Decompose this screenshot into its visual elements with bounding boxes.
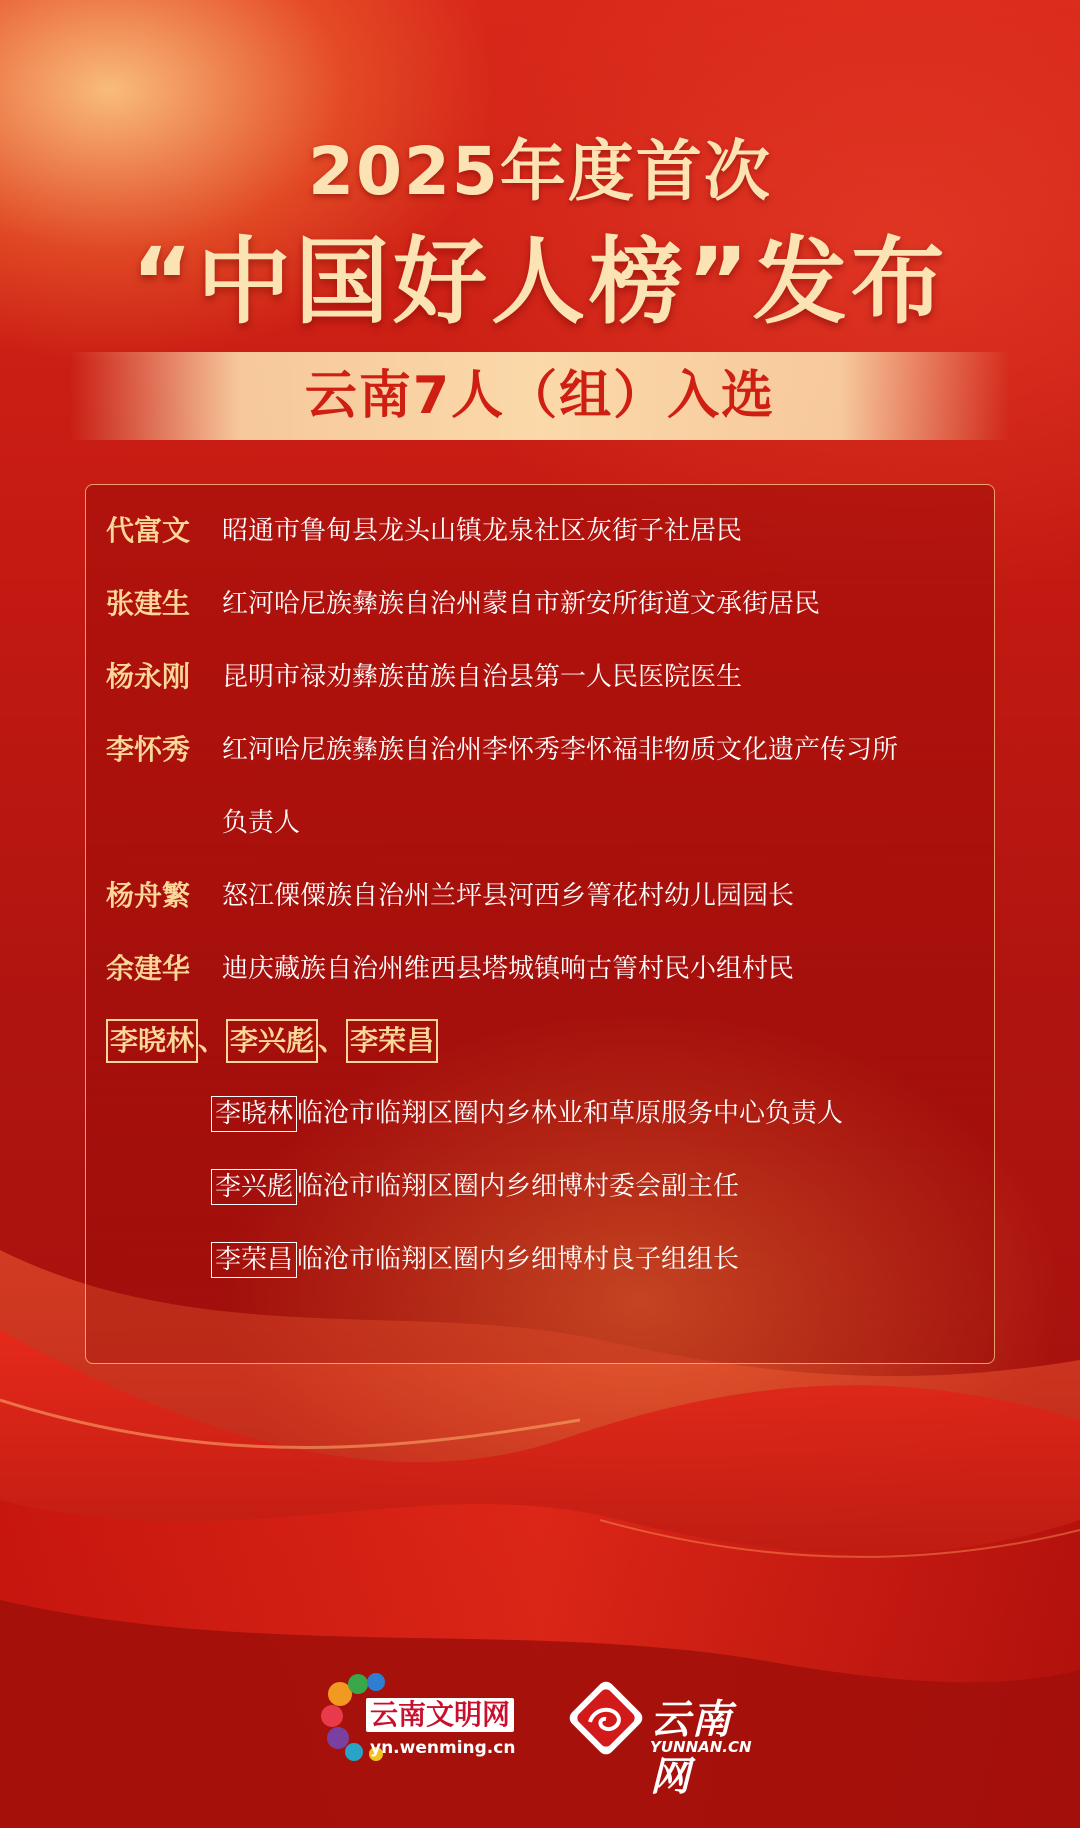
wenming-logo — [318, 1660, 528, 1770]
group-member-name: 李兴彪 — [211, 1169, 297, 1205]
honoree-name: 杨永刚 — [106, 660, 191, 693]
group-member-row — [211, 1236, 739, 1282]
group-member-desc: 临沧市临翔区圈内乡细博村良子组组长 — [297, 1244, 740, 1275]
yunnan-net-emblem-icon — [566, 1678, 646, 1758]
group-member-name: 李晓林 — [211, 1096, 297, 1132]
yunnan-net-logo — [566, 1660, 766, 1800]
honoree-desc: 迪庆藏族自治州维西县塔城镇响古箐村民小组村民 — [222, 954, 795, 984]
honoree-desc: 怒江傈僳族自治州兰坪县河西乡箐花村幼儿园园长 — [222, 881, 795, 911]
honoree-name: 余建华 — [106, 952, 191, 985]
honoree-name: 代富文 — [106, 514, 191, 547]
group-name-tag: 李晓林 — [106, 1019, 198, 1063]
group-member-desc: 临沧市临翔区圈内乡林业和草原服务中心负责人 — [297, 1098, 844, 1129]
group-member-desc: 临沧市临翔区圈内乡细博村委会副主任 — [297, 1171, 740, 1202]
group-member-name: 李荣昌 — [211, 1242, 297, 1278]
footer-logos — [0, 1660, 1080, 1800]
honoree-name: 李怀秀 — [106, 733, 191, 766]
headline-main: “中国好人榜”发布 — [131, 228, 949, 337]
subtitle-banner — [70, 352, 1010, 440]
group-separator: 、 — [318, 1023, 347, 1057]
honoree-desc: 昭通市鲁甸县龙头山镇龙泉社区灰街子社居民 — [222, 516, 743, 546]
group-name-tag: 李荣昌 — [346, 1019, 438, 1063]
wenming-logo-name: 云南文明网 — [366, 1698, 514, 1732]
group-member-row — [211, 1163, 739, 1209]
yunnan-net-logo-name: 云南网 — [650, 1697, 732, 1800]
wenming-logo-url: yn.wenming.cn — [370, 1738, 516, 1758]
honoree-desc: 昆明市禄劝彝族苗族自治县第一人民医院医生 — [222, 662, 743, 692]
group-separator: 、 — [198, 1023, 227, 1057]
group-names-row — [106, 1016, 438, 1064]
group-name-tag: 李兴彪 — [226, 1019, 318, 1063]
headline-year: 2025年度首次 — [308, 133, 772, 210]
honoree-desc-continued: 负责人 — [222, 808, 301, 838]
yunnan-net-logo-sub: YUNNAN.CN — [650, 1738, 752, 1756]
honoree-name: 杨舟繁 — [106, 879, 191, 912]
honoree-desc: 红河哈尼族彝族自治州李怀秀李怀福非物质文化遗产传习所 — [222, 735, 899, 765]
subtitle-text: 云南7人（组）入选 — [304, 366, 776, 426]
honoree-desc: 红河哈尼族彝族自治州蒙自市新安所街道文承街居民 — [222, 589, 821, 619]
honoree-name: 张建生 — [106, 587, 191, 620]
honoree-panel — [85, 484, 995, 1364]
group-member-row — [211, 1090, 843, 1136]
